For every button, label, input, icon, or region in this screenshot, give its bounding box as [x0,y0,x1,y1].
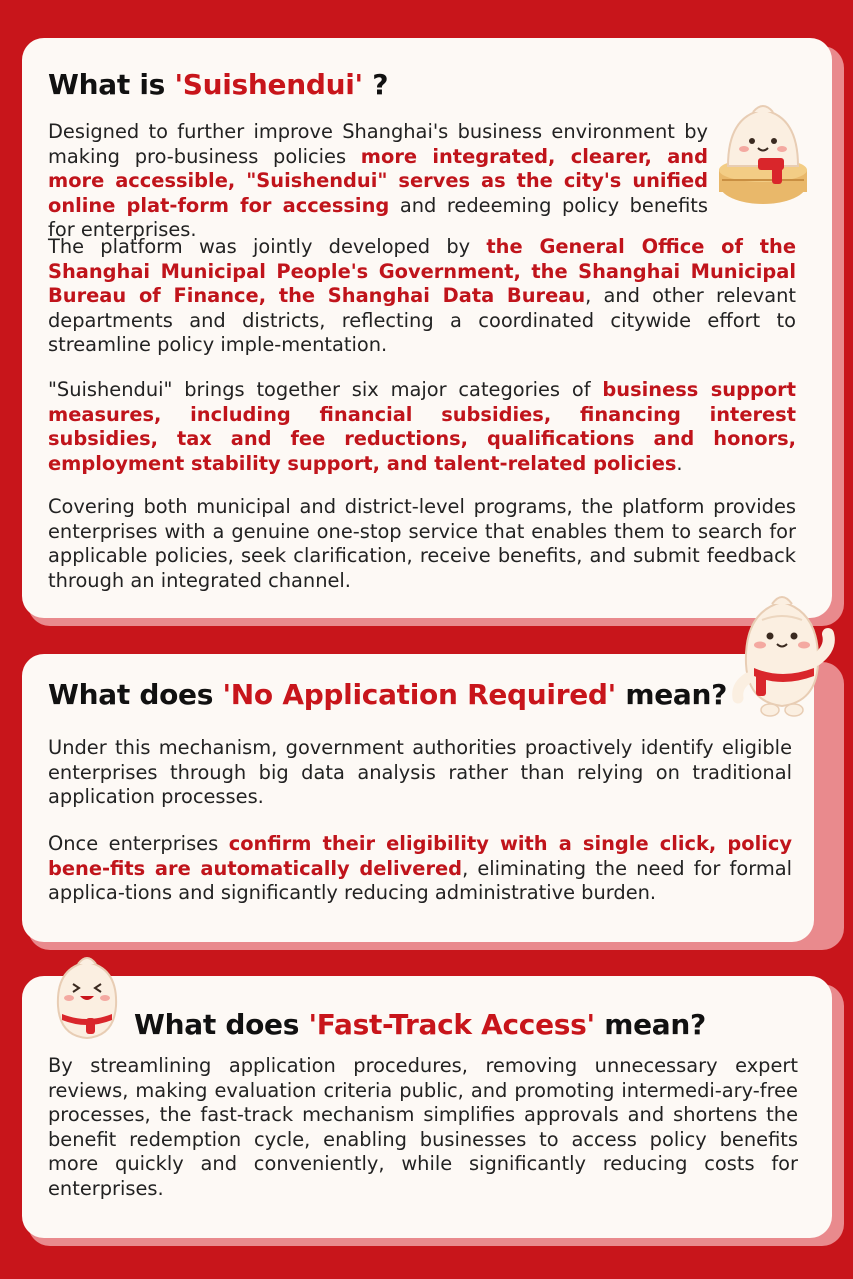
body-text: , and other relevant departments and districts, reflecting a coordinated citywide effort to streamline policy imple-mentation. [48,284,796,356]
body-text: Designed to further improve Shanghai's business environment by making pro-business policies [48,120,708,168]
body-text: . [676,451,683,475]
body-text: and redeeming policy benefits for enterprises. [48,193,708,241]
section-card-fast-track [22,976,832,1238]
section-title [134,1008,706,1041]
section-title [48,68,388,101]
highlighted-text: confirm their eligibility with a single click, policy bene-fits are automatically delivered [48,832,792,880]
body-text: The platform was jointly developed by [48,235,487,258]
dumpling-mascot-laughing-icon [48,954,126,1046]
body-text: Under this mechanism, government authorities proactively identify eligible enterprises through big data analysis rather than relying on traditional application processes. [48,736,792,808]
highlighted-text: business support measures, including financial subsidies, financing interest subsidies, tax and fee reductions, qualifications and honors, employment stability support, and talent-related policies [48,378,796,475]
title-suffix: mean? [615,678,728,711]
paragraph [48,235,796,358]
title-suffix: mean? [594,1008,706,1041]
title-prefix: What is [48,68,175,101]
dumpling-mascot-waving-icon [732,590,836,724]
paragraph [48,736,792,810]
body-text: , eliminating the need for formal applica-tions and significantly reducing administrative burden. [48,856,792,904]
paragraph [48,1054,798,1201]
title-highlight: 'Suishendui' [174,68,363,101]
dumpling-mascot-in-steamer-icon [708,96,818,208]
section-title [48,678,727,711]
paragraph [48,378,796,476]
highlighted-text: more integrated, clearer, and more accessible, "Suishendui" serves as the city's unified online plat-form for accessing [48,144,708,217]
title-highlight: 'Fast-Track Access' [308,1008,595,1041]
section-card-no-application [22,654,814,942]
title-prefix: What does [134,1008,309,1041]
body-text: Once enterprises [48,832,229,855]
title-prefix: What does [48,678,223,711]
body-text: By streamlining application procedures, removing unnecessary expert reviews, making evaluation criteria public, and promoting intermedi-ary-free processes, the fast-track mechanism simplifies approvals and shortens the benefit redemption cycle, enabling businesses to access policy benefits more quickly and conveniently, while significantly reducing costs for enterprises. [48,1054,798,1200]
paragraph [48,120,708,243]
paragraph [48,495,796,593]
highlighted-text: the General Office of the Shanghai Municipal People's Government, the Shanghai Municipal Bureau of Finance, the Shanghai Data Bureau [48,235,796,307]
body-text: "Suishendui" brings together six major categories of [48,378,603,401]
title-highlight: 'No Application Required' [222,678,616,711]
paragraph [48,832,792,906]
body-text: Covering both municipal and district-level programs, the platform provides enterprises with a genuine one-stop service that enables them to search for applicable policies, seek clarification, receive benefits, and submit feedback through an integrated channel. [48,495,796,592]
title-suffix: ? [362,68,389,101]
